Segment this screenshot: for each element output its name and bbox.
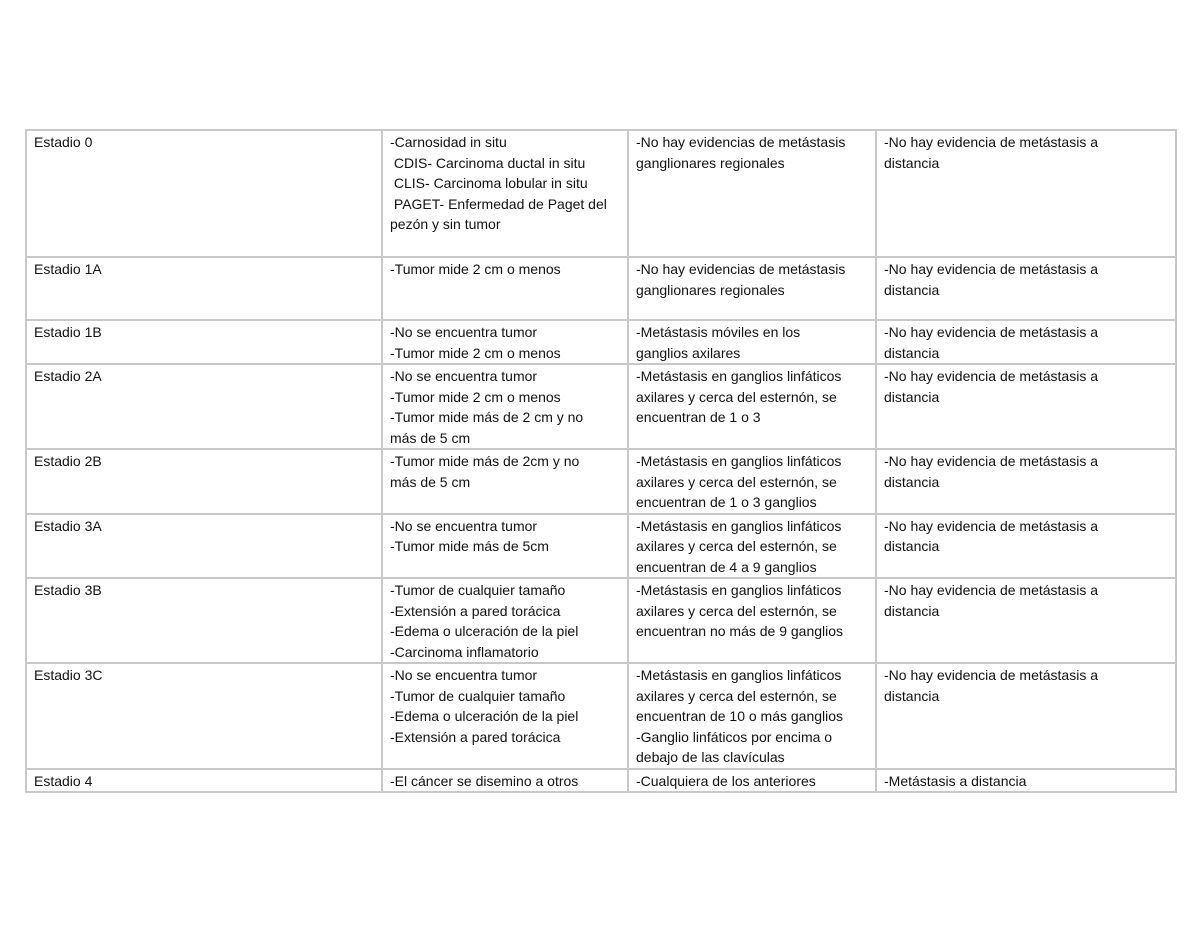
cell-line: ganglionares regionales bbox=[636, 281, 785, 298]
staging-table bbox=[25, 129, 1177, 793]
stage-cell bbox=[26, 769, 382, 793]
metastasis-cell bbox=[876, 320, 1176, 364]
cell-line: -Metástasis en ganglios linfáticos bbox=[636, 582, 842, 598]
cell-line: -No hay evidencia de metástasis a bbox=[884, 453, 1098, 469]
tumor-cell bbox=[382, 257, 628, 320]
cell-line: -Carcinoma inflamatorio bbox=[390, 643, 539, 660]
stage-cell bbox=[26, 320, 382, 364]
cell-line: axilares y cerca del esternón, se bbox=[636, 687, 837, 704]
stage-label: Estadio 1B bbox=[34, 324, 102, 340]
cell-line: -No hay evidencia de metástasis a bbox=[884, 368, 1098, 384]
cell-line: CLIS- Carcinoma lobular in situ bbox=[390, 175, 588, 191]
stage-label: Estadio 4 bbox=[34, 772, 93, 789]
table-row bbox=[26, 578, 1176, 663]
stage-cell bbox=[26, 130, 382, 257]
cell-line: distancia bbox=[884, 602, 940, 619]
cell-line: -No hay evidencia de metástasis a bbox=[884, 517, 1098, 534]
cell-line: -No se encuentra tumor bbox=[390, 324, 538, 340]
cell-line: debajo de las clavículas bbox=[636, 749, 785, 765]
tumor-cell bbox=[382, 449, 628, 514]
stage-cell bbox=[26, 257, 382, 320]
metastasis-cell bbox=[876, 130, 1176, 257]
stage-cell bbox=[26, 514, 382, 579]
cell-line: distancia bbox=[884, 281, 940, 298]
table-row bbox=[26, 449, 1176, 514]
metastasis-cell bbox=[876, 769, 1176, 793]
cell-line: ganglionares regionales bbox=[636, 154, 785, 171]
cell-line: -Tumor de cualquier tamaño bbox=[390, 582, 566, 598]
cell-line: axilares y cerca del esternón, se bbox=[636, 388, 837, 405]
cell-line: distancia bbox=[884, 154, 940, 171]
cell-line: -No hay evidencias de metástasis bbox=[636, 134, 846, 150]
cell-line: ganglios axilares bbox=[636, 344, 741, 361]
metastasis-cell bbox=[876, 364, 1176, 449]
metastasis-cell bbox=[876, 663, 1176, 769]
stage-label: Estadio 3C bbox=[34, 667, 103, 683]
cell-line: -No hay evidencias de metástasis bbox=[636, 261, 846, 277]
cell-line: encuentran no más de 9 ganglios bbox=[636, 623, 844, 639]
cell-line: -Cualquiera de los anteriores bbox=[636, 772, 816, 789]
cell-line: distancia bbox=[884, 344, 940, 361]
cell-line: distancia bbox=[884, 473, 940, 490]
metastasis-cell bbox=[876, 578, 1176, 663]
ganglios-cell bbox=[628, 663, 876, 769]
cell-line: -No hay evidencia de metástasis a bbox=[884, 582, 1098, 598]
table-row bbox=[26, 257, 1176, 320]
cell-line: -Carnosidad in situ bbox=[390, 134, 507, 150]
table-row bbox=[26, 514, 1176, 579]
cell-line: PAGET- Enfermedad de Paget del bbox=[390, 195, 607, 212]
cell-line: -Metástasis en ganglios linfáticos bbox=[636, 517, 842, 534]
cell-line: -El cáncer se disemino a otros bbox=[390, 772, 579, 789]
cell-line: -Edema o ulceración de la piel bbox=[390, 623, 579, 639]
cell-line: -Metástasis a distancia bbox=[884, 772, 1027, 789]
cell-line: -Tumor mide más de 5cm bbox=[390, 538, 549, 554]
cell-line: más de 5 cm bbox=[390, 429, 471, 446]
cell-line: encuentran de 10 o más ganglios bbox=[636, 708, 844, 724]
metastasis-cell bbox=[876, 514, 1176, 579]
tumor-cell bbox=[382, 320, 628, 364]
stage-label: Estadio 3A bbox=[34, 517, 102, 534]
table-row bbox=[26, 769, 1176, 793]
ganglios-cell bbox=[628, 769, 876, 793]
stage-cell bbox=[26, 449, 382, 514]
cell-line: -Tumor mide más de 2 cm y no bbox=[390, 409, 584, 425]
staging-table-body bbox=[26, 130, 1176, 792]
cell-line: más de 5 cm bbox=[390, 473, 471, 490]
cell-line: axilares y cerca del esternón, se bbox=[636, 473, 837, 490]
cell-line: CDIS- Carcinoma ductal in situ bbox=[390, 154, 586, 171]
cell-line: -Tumor mide 2 cm o menos bbox=[390, 344, 561, 361]
cell-line: -Metástasis en ganglios linfáticos bbox=[636, 368, 842, 384]
cell-line: -Tumor de cualquier tamaño bbox=[390, 687, 566, 704]
ganglios-cell bbox=[628, 514, 876, 579]
cell-line: -No se encuentra tumor bbox=[390, 517, 538, 534]
metastasis-cell bbox=[876, 257, 1176, 320]
table-row bbox=[26, 130, 1176, 257]
cell-line: encuentran de 1 o 3 ganglios bbox=[636, 494, 817, 510]
cell-line: -Tumor mide 2 cm o menos bbox=[390, 388, 561, 405]
cell-line: -Tumor mide más de 2cm y no bbox=[390, 453, 580, 469]
stage-cell bbox=[26, 578, 382, 663]
cell-line: -No hay evidencia de metástasis a bbox=[884, 134, 1098, 150]
cell-line: -Extensión a pared torácica bbox=[390, 728, 561, 745]
tumor-cell bbox=[382, 769, 628, 793]
cell-line: -Metástasis móviles en los bbox=[636, 324, 801, 340]
stage-cell bbox=[26, 663, 382, 769]
cell-line: encuentran de 4 a 9 ganglios bbox=[636, 558, 817, 575]
stage-label: Estadio 0 bbox=[34, 134, 93, 150]
cell-line: distancia bbox=[884, 388, 940, 405]
cell-line: -Metástasis en ganglios linfáticos bbox=[636, 667, 842, 683]
ganglios-cell bbox=[628, 449, 876, 514]
cell-line: -No hay evidencia de metástasis a bbox=[884, 667, 1098, 683]
cell-line: distancia bbox=[884, 687, 940, 704]
tumor-cell bbox=[382, 514, 628, 579]
tumor-cell bbox=[382, 578, 628, 663]
stage-label: Estadio 2A bbox=[34, 368, 102, 384]
cell-line: -No hay evidencia de metástasis a bbox=[884, 324, 1098, 340]
cell-line: pezón y sin tumor bbox=[390, 216, 501, 232]
cell-line: axilares y cerca del esternón, se bbox=[636, 602, 837, 619]
cell-line: -Edema o ulceración de la piel bbox=[390, 708, 579, 724]
stage-label: Estadio 2B bbox=[34, 453, 102, 469]
ganglios-cell bbox=[628, 320, 876, 364]
cell-line: -Metástasis en ganglios linfáticos bbox=[636, 453, 842, 469]
table-row bbox=[26, 320, 1176, 364]
cell-line: -No hay evidencia de metástasis a bbox=[884, 261, 1098, 277]
cell-line: -Ganglio linfáticos por encima o bbox=[636, 728, 833, 745]
tumor-cell bbox=[382, 130, 628, 257]
cell-line: encuentran de 1 o 3 bbox=[636, 409, 761, 425]
stage-label: Estadio 3B bbox=[34, 582, 102, 598]
ganglios-cell bbox=[628, 364, 876, 449]
tumor-cell bbox=[382, 663, 628, 769]
metastasis-cell bbox=[876, 449, 1176, 514]
ganglios-cell bbox=[628, 578, 876, 663]
table-row bbox=[26, 364, 1176, 449]
cell-line: -Extensión a pared torácica bbox=[390, 602, 561, 619]
tumor-cell bbox=[382, 364, 628, 449]
cell-line: -Tumor mide 2 cm o menos bbox=[390, 261, 561, 277]
cell-line: -No se encuentra tumor bbox=[390, 368, 538, 384]
stage-cell bbox=[26, 364, 382, 449]
cell-line: distancia bbox=[884, 538, 940, 554]
table-row bbox=[26, 663, 1176, 769]
cell-line: -No se encuentra tumor bbox=[390, 667, 538, 683]
ganglios-cell bbox=[628, 130, 876, 257]
stage-label: Estadio 1A bbox=[34, 261, 102, 277]
cell-line: axilares y cerca del esternón, se bbox=[636, 538, 837, 554]
ganglios-cell bbox=[628, 257, 876, 320]
